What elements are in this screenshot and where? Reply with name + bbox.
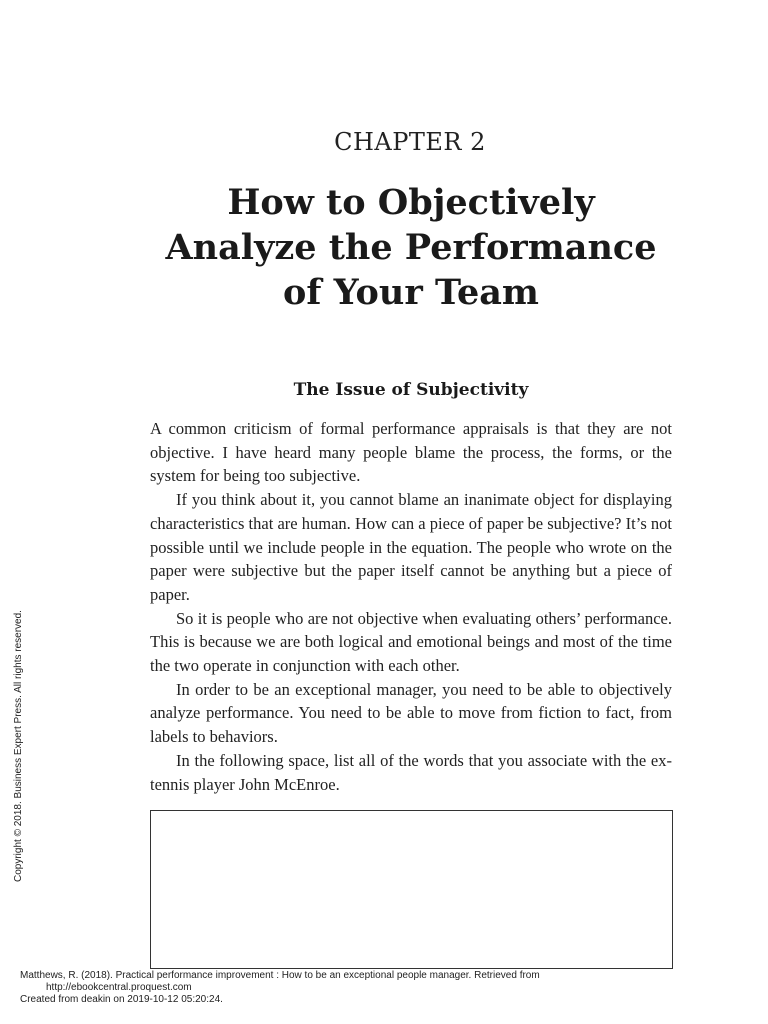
- chapter-title-line-2: Analyze the Performance: [165, 227, 657, 268]
- citation-footer: [20, 970, 540, 1006]
- paragraph-5: In the following space, list all of the words that you associate with the ex-tennis player John McEnroe.: [150, 750, 672, 794]
- section-heading: The Issue of Subjectivity: [293, 380, 529, 400]
- paragraph-1: A common criticism of formal performance appraisals is that they are not objective. I have heard many people blame the process, the forms, or the system for being too subjective.: [150, 419, 672, 486]
- chapter-label: CHAPTER 2: [334, 128, 486, 156]
- body-text: [150, 417, 672, 796]
- paragraph-4: In order to be an exceptional manager, you need to be able to objectively analyze performance. You need to be able to move from fiction to fact, from labels to behaviors.: [150, 679, 672, 747]
- chapter-title-line-1: How to Objectively: [227, 182, 595, 223]
- citation-url: http://ebookcentral.proquest.com: [46, 982, 192, 993]
- citation-line: Matthews, R. (2018). Practical performance improvement : How to be an exceptional people manager. Retrieved from: [20, 970, 540, 981]
- chapter-title: [150, 180, 672, 315]
- paragraph-3: So it is people who are not objective when evaluating others’ performance. This is because we are both logical and emotional beings and most of the time the two operate in conjunction with each other.: [150, 608, 672, 676]
- created-date: Created from deakin on 2019-10-12 05:20:24.: [20, 994, 223, 1005]
- copyright-notice: Copyright © 2018. Business Expert Press. All rights reserved.: [13, 610, 24, 882]
- paragraph-2: If you think about it, you cannot blame an inanimate object for displaying characteristics that are human. How can a piece of paper be subjective? It’s not possible until we include people in the equation. The people who wrote on the paper were subjective but the paper itself cannot be anything but a piece of paper.: [150, 490, 672, 604]
- chapter-title-line-3: of Your Team: [283, 272, 539, 313]
- answer-box: [150, 810, 673, 969]
